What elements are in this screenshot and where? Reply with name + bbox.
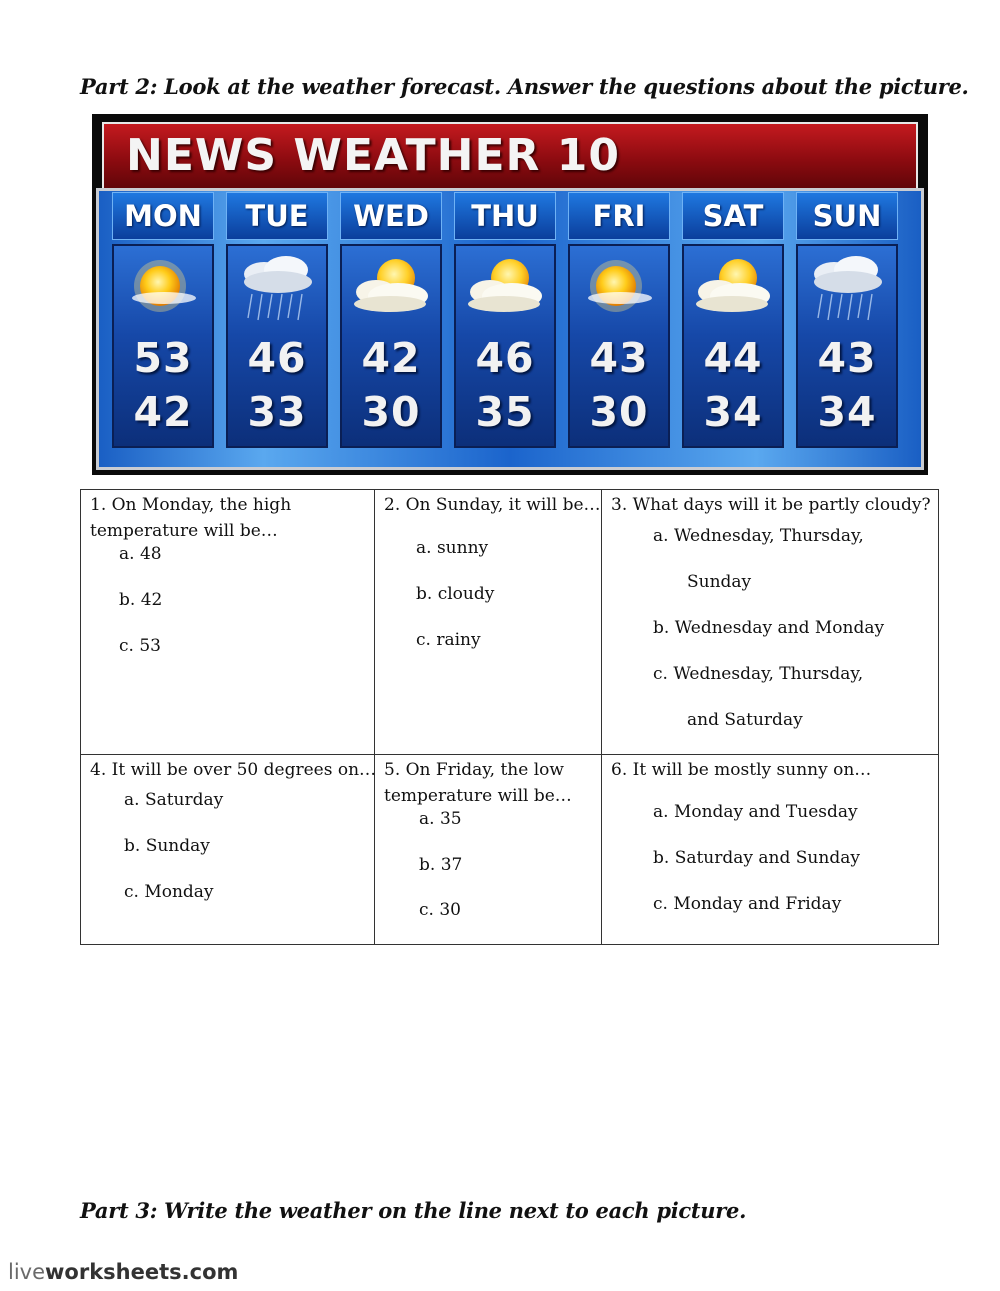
question-cell-1 <box>81 490 375 755</box>
question-5-option-a[interactable]: a. 35 <box>419 809 462 829</box>
part3-heading: Part 3: Write the weather on the line next to each picture. <box>80 1198 747 1223</box>
question-6-option-b[interactable]: b. Saturday and Sunday <box>653 848 860 868</box>
weather-forecast-board <box>92 114 928 475</box>
sunny-icon <box>576 252 662 324</box>
day-card <box>340 244 442 448</box>
forecast-days <box>112 192 912 454</box>
partly-cloudy-icon <box>462 252 548 324</box>
question-6-option-c[interactable]: c. Monday and Friday <box>653 894 842 914</box>
high-temperature: 44 <box>703 334 763 382</box>
day-card <box>796 244 898 448</box>
forecast-day-sun <box>796 192 898 448</box>
question-cell-2 <box>375 490 602 755</box>
question-1-option-b[interactable]: b. 42 <box>119 590 163 610</box>
question-5-option-b[interactable]: b. 37 <box>419 855 463 875</box>
low-temperature: 30 <box>361 388 421 436</box>
day-card <box>682 244 784 448</box>
day-name: SUN <box>796 192 898 240</box>
day-name: TUE <box>226 192 328 240</box>
rainy-icon <box>804 252 890 324</box>
question-4-text: 4. It will be over 50 degrees on… <box>90 760 377 780</box>
day-card <box>568 244 670 448</box>
day-name: WED <box>340 192 442 240</box>
forecast-day-wed <box>340 192 442 448</box>
partly-cloudy-icon <box>348 252 434 324</box>
question-cell-4 <box>81 755 375 945</box>
question-1-text: 1. On Monday, the high temperature will be… <box>90 495 292 541</box>
question-2-option-a[interactable]: a. sunny <box>416 538 489 558</box>
question-3-text: 3. What days will it be partly cloudy? <box>611 495 931 515</box>
day-card <box>112 244 214 448</box>
low-temperature: 34 <box>703 388 763 436</box>
question-2-option-b[interactable]: b. cloudy <box>416 584 495 604</box>
question-5-option-c[interactable]: c. 30 <box>419 900 461 920</box>
liveworksheets-logo: liveworksheets.com <box>8 1260 239 1284</box>
day-card <box>454 244 556 448</box>
weather-banner <box>102 122 918 192</box>
question-3-option-a-cont: Sunday <box>687 572 752 592</box>
high-temperature: 43 <box>589 334 649 382</box>
question-1-option-c[interactable]: c. 53 <box>119 636 161 656</box>
question-3-option-a[interactable]: a. Wednesday, Thursday, <box>653 526 864 546</box>
question-4-option-c[interactable]: c. Monday <box>124 882 214 902</box>
forecast-day-mon <box>112 192 214 448</box>
low-temperature: 30 <box>589 388 649 436</box>
question-4-option-a[interactable]: a. Saturday <box>124 790 224 810</box>
partly-cloudy-icon <box>690 252 776 324</box>
forecast-day-tue <box>226 192 328 448</box>
question-6-option-a[interactable]: a. Monday and Tuesday <box>653 802 858 822</box>
question-3-option-c-cont: and Saturday <box>687 710 803 730</box>
question-3-option-b[interactable]: b. Wednesday and Monday <box>653 618 885 638</box>
question-5-text: 5. On Friday, the low temperature will be… <box>384 760 572 806</box>
day-name: THU <box>454 192 556 240</box>
high-temperature: 42 <box>361 334 421 382</box>
question-1-option-a[interactable]: a. 48 <box>119 544 162 564</box>
low-temperature: 35 <box>475 388 535 436</box>
part2-heading: Part 2: Look at the weather forecast. Answer the questions about the picture. <box>80 74 969 99</box>
forecast-day-thu <box>454 192 556 448</box>
low-temperature: 42 <box>133 388 193 436</box>
question-cell-6 <box>602 755 939 945</box>
question-4-option-b[interactable]: b. Sunday <box>124 836 210 856</box>
low-temperature: 33 <box>247 388 307 436</box>
weather-title: NEWS WEATHER 10 <box>126 130 620 181</box>
high-temperature: 53 <box>133 334 193 382</box>
high-temperature: 46 <box>247 334 307 382</box>
day-name: SAT <box>682 192 784 240</box>
high-temperature: 43 <box>817 334 877 382</box>
question-cell-3 <box>602 490 939 755</box>
rainy-icon <box>234 252 320 324</box>
question-3-option-c[interactable]: c. Wednesday, Thursday, <box>653 664 864 684</box>
day-card <box>226 244 328 448</box>
high-temperature: 46 <box>475 334 535 382</box>
question-2-text: 2. On Sunday, it will be… <box>384 495 601 515</box>
question-table <box>80 489 939 945</box>
question-6-text: 6. It will be mostly sunny on… <box>611 760 872 780</box>
forecast-day-fri <box>568 192 670 448</box>
question-cell-5 <box>375 755 602 945</box>
forecast-day-sat <box>682 192 784 448</box>
day-name: FRI <box>568 192 670 240</box>
sunny-icon <box>120 252 206 324</box>
day-name: MON <box>112 192 214 240</box>
question-2-option-c[interactable]: c. rainy <box>416 630 481 650</box>
low-temperature: 34 <box>817 388 877 436</box>
